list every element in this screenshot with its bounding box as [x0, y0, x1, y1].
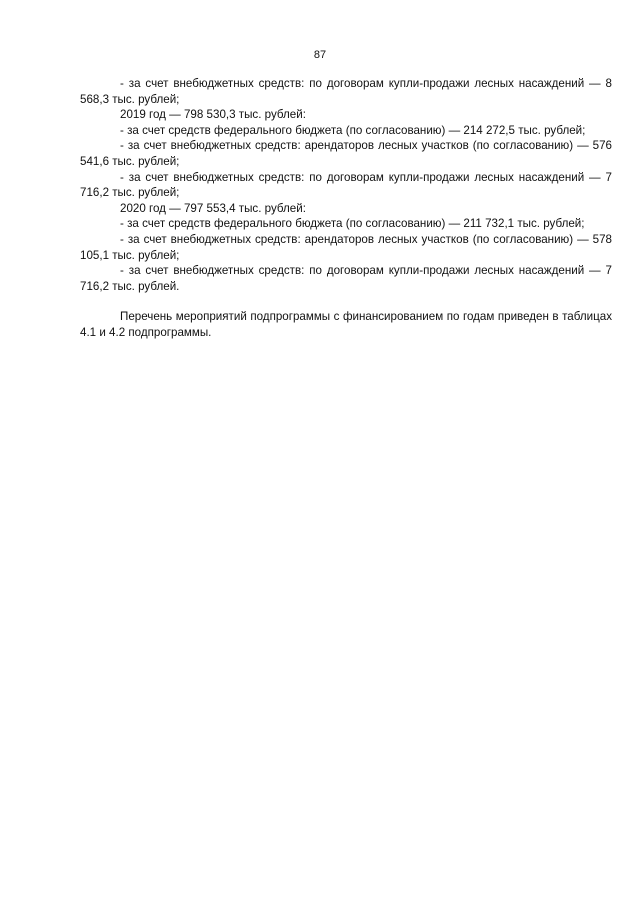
paragraph-federal-budget-2020: - за счет средств федерального бюджета (по согласованию) — 211 732,1 тыс. рублей;: [120, 217, 585, 231]
paragraph-activities-list-reference: Перечень мероприятий подпрограммы с финансированием по годам приведен в таблицах 4.1 и 4.2 подпрограммы.: [80, 310, 612, 339]
paragraph-year-2019-total: 2019 год — 798 530,3 тыс. рублей:: [120, 108, 306, 122]
paragraph-year-2020-total: 2020 год — 797 553,4 тыс. рублей:: [120, 201, 306, 215]
paragraph-federal-budget-2019: - за счет средств федерального бюджета (по согласованию) — 214 272,5 тыс. рублей;: [120, 123, 586, 137]
paragraph-offbudget-lease-2020: - за счет внебюджетных средств: арендаторов лесных участков (по согласованию) — 578 105,1 тыс. рублей;: [80, 232, 612, 262]
document-body: [80, 76, 612, 341]
paragraph-offbudget-sales-2020: - за счет внебюджетных средств: по договорам купли-продажи лесных насаждений — 7 716,2 тыс. рублей.: [80, 264, 612, 293]
paragraph-offbudget-lease-2019: - за счет внебюджетных средств: арендаторов лесных участков (по согласованию) — 576 541,6 тыс. рублей;: [80, 139, 612, 168]
paragraph-offbudget-sales-2019: - за счет внебюджетных средств: по договорам купли-продажи лесных насаждений — 7 716,2 тыс. рублей;: [80, 170, 612, 200]
paragraph-offbudget-sales-2018: - за счет внебюджетных средств: по договорам купли-продажи лесных насаждений — 8 568,3 тыс. рублей;: [80, 77, 612, 106]
page-number: 87: [313, 49, 327, 61]
